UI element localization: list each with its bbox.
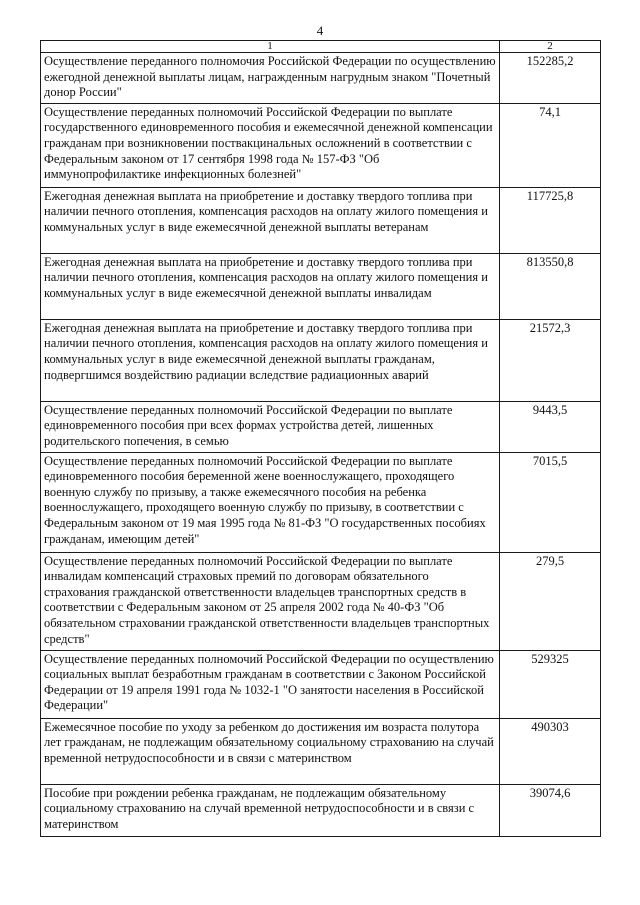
table-row <box>41 53 601 104</box>
row-amount: 529325 <box>500 650 601 718</box>
table-header-row <box>41 41 601 53</box>
row-amount: 39074,6 <box>500 784 601 836</box>
row-description: Осуществление переданных полномочий Российской Федерации по выплате единовременного пособия при всех формах устройства детей, лишенных родительского попечения, в семью <box>41 401 500 452</box>
row-description: Ежегодная денежная выплата на приобретение и доставку твердого топлива при наличии печного отопления, компенсация расходов на оплату жилого помещения и коммунальных услуг в виде ежемесячной денежной выплаты гражданам, подвергшимся воздействию радиации вследствие радиационных аварий <box>41 319 500 401</box>
row-description: Осуществление переданных полномочий Российской Федерации по осуществлению социальных выплат безработным гражданам в соответствии с Законом Российской Федерации от 19 апреля 1991 года № 1032-1 "О занятости населения в Российской Федерации" <box>41 650 500 718</box>
row-amount: 490303 <box>500 718 601 784</box>
row-amount: 813550,8 <box>500 253 601 319</box>
row-description: Осуществление переданных полномочий Российской Федерации по выплате единовременного пособия беременной жене военнослужащего, проходящего военную службу по призыву, а также ежемесячного пособия на ребенка военнослужащего, проходящего военную службу по призыву, в соответствии с Федеральным законом от 19 мая 1995 года № 81-ФЗ "О государственных пособиях гражданам, имеющим детей" <box>41 452 500 552</box>
budget-table <box>40 40 601 837</box>
row-description: Осуществление переданных полномочий Российской Федерации по выплате государственного единовременного пособия и ежемесячной денежной компенсации гражданам при возникновении поствакцинальных осложнений в соответствии с Федеральным законом от 17 сентября 1998 года № 157-ФЗ "Об иммунопрофилактике инфекционных болезней" <box>41 103 500 187</box>
table-row <box>41 552 601 650</box>
table-row <box>41 319 601 401</box>
table-row <box>41 253 601 319</box>
row-description: Ежемесячное пособие по уходу за ребенком до достижения им возраста полутора лет гражданам, не подлежащим обязательному социальному страхованию на случай временной нетрудоспособности и в связи с материнством <box>41 718 500 784</box>
row-description: Пособие при рождении ребенка гражданам, не подлежащим обязательному социальному страхованию на случай временной нетрудоспособности и в связи с материнством <box>41 784 500 836</box>
table-row <box>41 650 601 718</box>
row-amount: 279,5 <box>500 552 601 650</box>
row-description: Осуществление переданного полномочия Российской Федерации по осуществлению ежегодной денежной выплаты лицам, награжденным нагрудным знаком "Почетный донор России" <box>41 53 500 104</box>
table-row <box>41 784 601 836</box>
table-row <box>41 187 601 253</box>
row-amount: 21572,3 <box>500 319 601 401</box>
row-amount: 152285,2 <box>500 53 601 104</box>
row-amount: 7015,5 <box>500 452 601 552</box>
row-amount: 9443,5 <box>500 401 601 452</box>
row-amount: 117725,8 <box>500 187 601 253</box>
table-row <box>41 718 601 784</box>
column-header-amount: 2 <box>500 41 601 53</box>
table-row <box>41 452 601 552</box>
page-number: 4 <box>316 23 324 38</box>
table-row <box>41 401 601 452</box>
row-amount: 74,1 <box>500 103 601 187</box>
row-description: Осуществление переданных полномочий Российской Федерации по выплате инвалидам компенсаций страховых премий по договорам обязательного страхования гражданской ответственности владельцев транспортных средств в соответствии с Федеральным законом от 25 апреля 2002 года № 40-ФЗ "Об обязательном страховании гражданской ответственности владельцев транспортных средств" <box>41 552 500 650</box>
table-row <box>41 103 601 187</box>
column-header-description: 1 <box>41 41 500 53</box>
row-description: Ежегодная денежная выплата на приобретение и доставку твердого топлива при наличии печного отопления, компенсация расходов на оплату жилого помещения и коммунальных услуг в виде ежемесячной денежной выплаты инвалидам <box>41 253 500 319</box>
row-description: Ежегодная денежная выплата на приобретение и доставку твердого топлива при наличии печного отопления, компенсация расходов на оплату жилого помещения и коммунальных услуг в виде ежемесячной денежной выплаты ветеранам <box>41 187 500 253</box>
